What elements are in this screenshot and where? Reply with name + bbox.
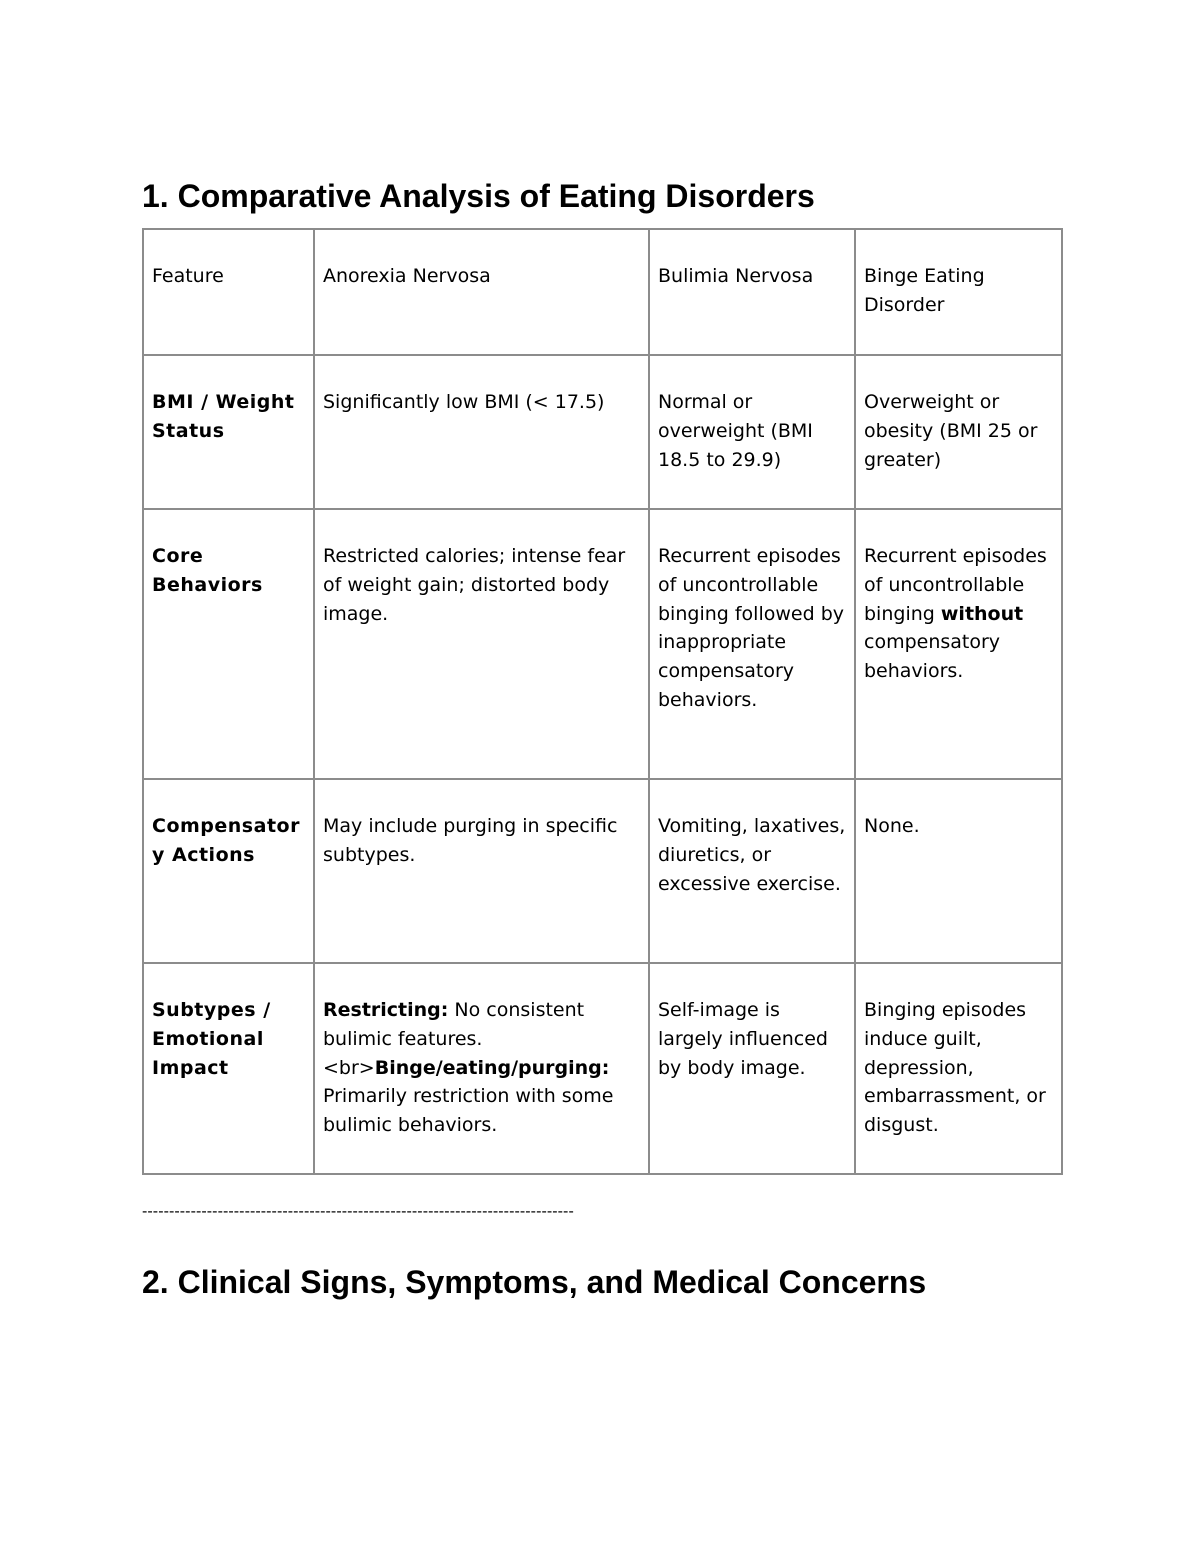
- cell-core-binge-emphasis: without: [940, 602, 1024, 625]
- cell-core-binge-text-start: Recurrent episodes of uncontrollable binging: [864, 545, 1047, 625]
- cell-subtypes-anorexia: [314, 963, 649, 1174]
- cell-subtypes-binge: Binging episodes induce guilt, depression, embarrassment, or disgust.: [855, 963, 1062, 1174]
- header-anorexia: Anorexia Nervosa: [314, 229, 649, 355]
- cell-comp-bulimia: Vomiting, laxatives, diuretics, or excessive exercise.: [649, 779, 855, 963]
- table-header-row: [143, 229, 1062, 355]
- comparison-table: [142, 228, 1063, 1175]
- cell-comp-anorexia: May include purging in specific subtypes.: [314, 779, 649, 963]
- subtype-restricting-text: No consistent bulimic features.<br>: [323, 999, 585, 1079]
- cell-core-bulimia: Recurrent episodes of uncontrollable binging followed by inappropriate compensatory behaviors.: [649, 509, 855, 779]
- cell-bmi-bulimia: Normal or overweight (BMI 18.5 to 29.9): [649, 355, 855, 509]
- cell-bmi-binge: Overweight or obesity (BMI 25 or greater): [855, 355, 1062, 509]
- row-label-subtypes: Subtypes / Emotional Impact: [143, 963, 314, 1174]
- cell-core-binge-text-end: compensatory behaviors.: [864, 631, 1001, 683]
- cell-bmi-anorexia: Significantly low BMI (< 17.5): [314, 355, 649, 509]
- subtype-binge-purging-label: Binge/eating/purging:: [374, 1056, 610, 1079]
- header-feature: Feature: [143, 229, 314, 355]
- cell-core-anorexia: Restricted calories; intense fear of weight gain; distorted body image.: [314, 509, 649, 779]
- table-row-subtypes: [143, 963, 1062, 1174]
- cell-comp-binge: None.: [855, 779, 1062, 963]
- header-binge-eating: Binge Eating Disorder: [855, 229, 1062, 355]
- row-label-core-behaviors: Core Behaviors: [143, 509, 314, 779]
- header-bulimia: Bulimia Nervosa: [649, 229, 855, 355]
- section-divider: --------------------------------------------------------------------------------: [142, 1203, 574, 1220]
- row-label-compensatory: Compensatory Actions: [143, 779, 314, 963]
- table-row-compensatory: [143, 779, 1062, 963]
- table-row-core-behaviors: [143, 509, 1062, 779]
- subtype-binge-purging-text: Primarily restriction with some bulimic behaviors.: [323, 1085, 614, 1137]
- subtype-restricting-label: Restricting:: [323, 999, 449, 1021]
- cell-subtypes-bulimia: Self-image is largely influenced by body image.: [649, 963, 855, 1174]
- row-label-bmi: BMI / Weight Status: [143, 355, 314, 509]
- section-1-heading: 1. Comparative Analysis of Eating Disorders: [142, 178, 815, 214]
- section-2-heading: 2. Clinical Signs, Symptoms, and Medical Concerns: [142, 1264, 927, 1300]
- cell-core-binge: [855, 509, 1062, 779]
- table-row-bmi: [143, 355, 1062, 509]
